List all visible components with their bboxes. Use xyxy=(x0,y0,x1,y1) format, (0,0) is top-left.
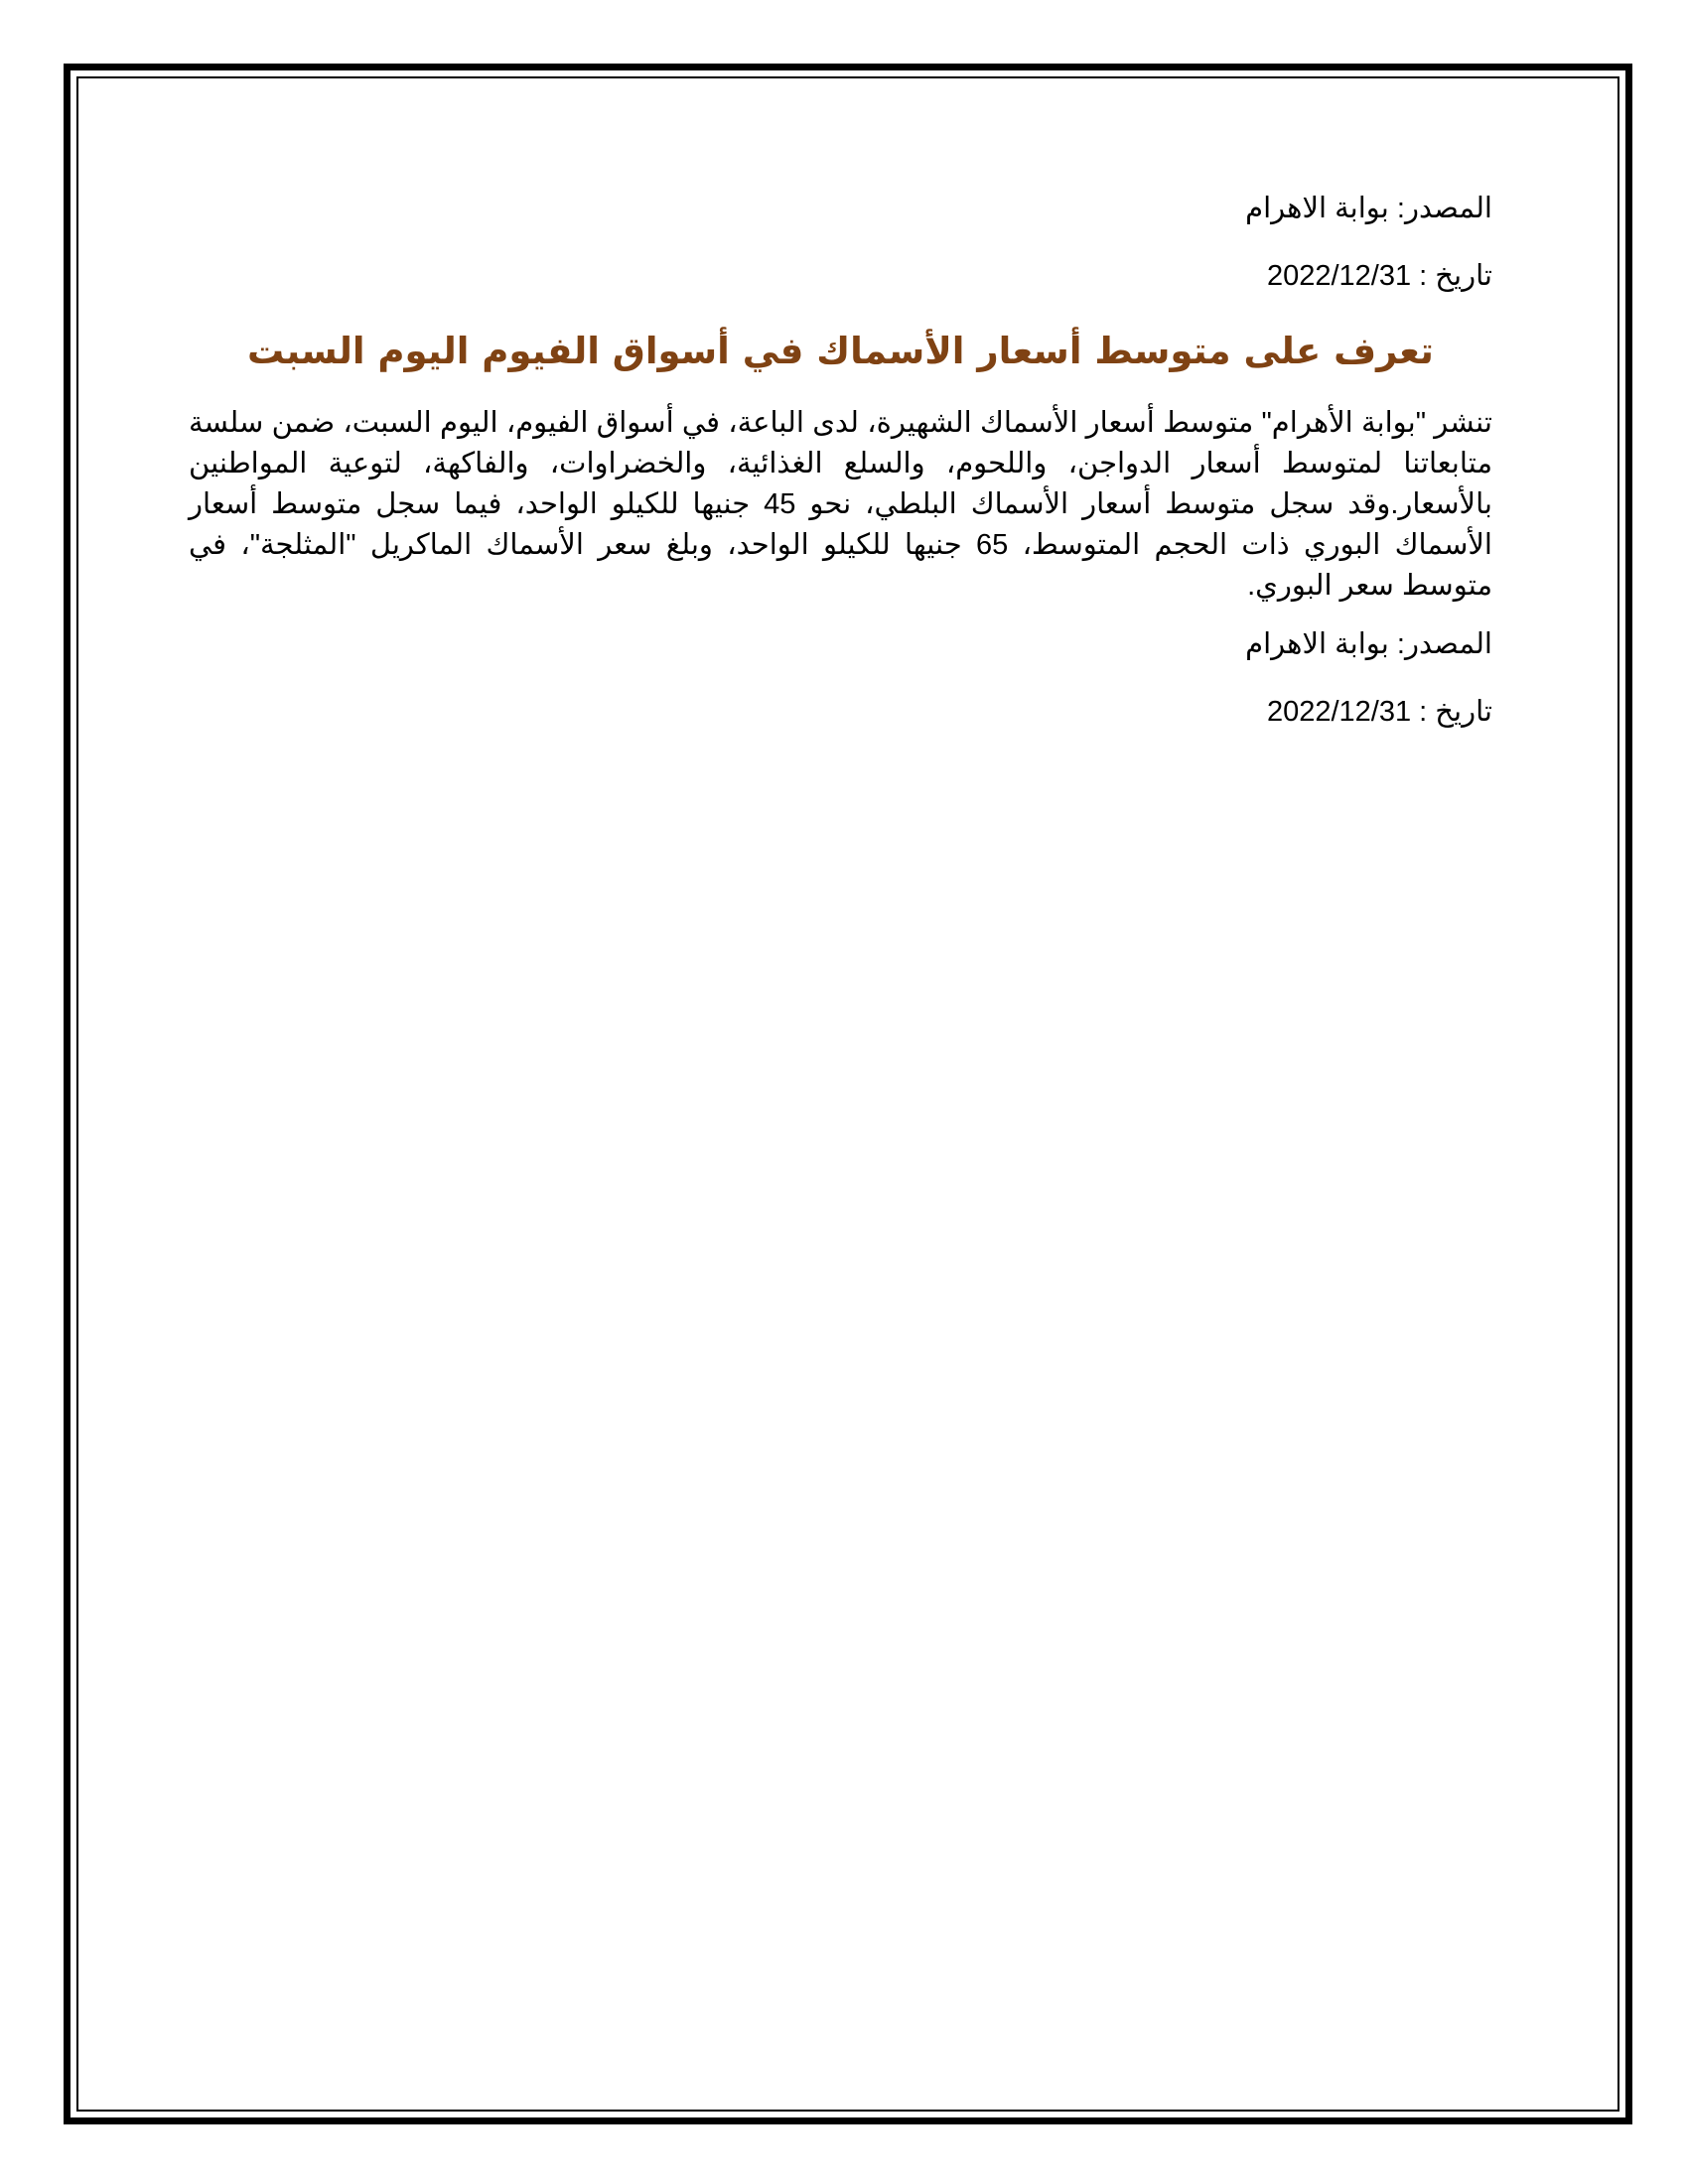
article-body: تنشر "بوابة الأهرام" متوسط أسعار الأسماك الشهيرة، لدى الباعة، في أسواق الفيوم، اليوم السبت، ضمن سلسة متابعاتنا لمتوسط أسعار الدواجن، واللحوم، والسلع الغذائية، والخضراوات، والفاكهة، لتوعية المواطنين بالأسعار.وقد سجل متوسط أسعار الأسماك البلطي، نحو 45 جنيها للكيلو الواحد، فيما سجل متوسط أسعار الأسماك البوري ذات الحجم المتوسط، 65 جنيها للكيلو الواحد، وبلغ سعر الأسماك الماكريل "المثلجة"، في متوسط سعر البوري. xyxy=(189,407,1492,602)
article-title: تعرف على متوسط أسعار الأسماك في أسواق الفيوم اليوم السبت xyxy=(247,330,1434,372)
document-content xyxy=(189,189,1492,759)
source-line-top: المصدر: بوابة الاهرام xyxy=(1245,193,1492,224)
date-line-top: تاريخ : 2022/12/31 xyxy=(1266,260,1492,292)
source-line-bottom: المصدر: بوابة الاهرام xyxy=(1245,628,1492,660)
date-line-bottom: تاريخ : 2022/12/31 xyxy=(1266,696,1492,728)
